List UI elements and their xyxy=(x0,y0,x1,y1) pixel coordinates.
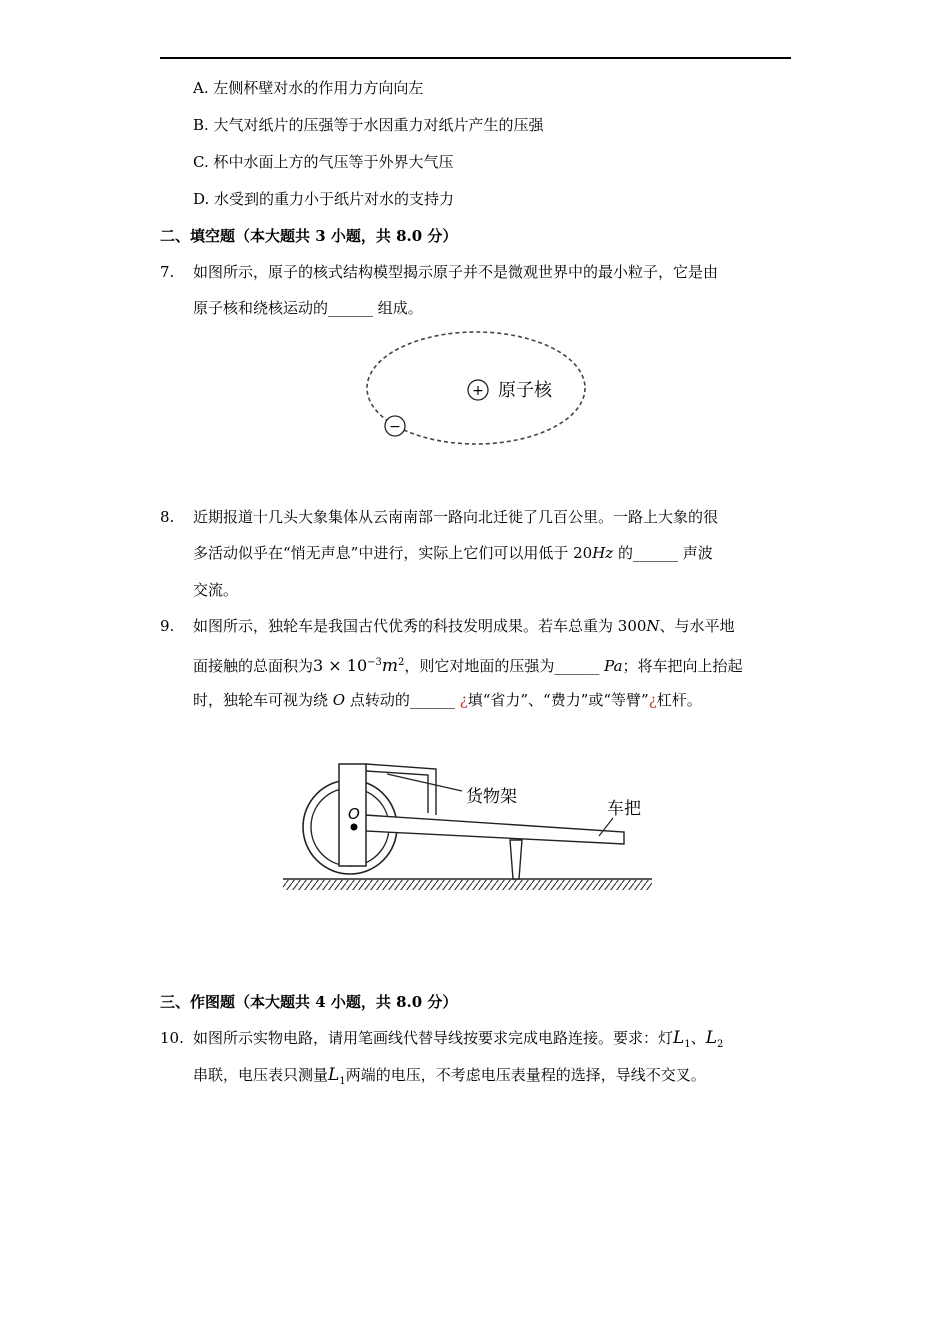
option-a: A. 左侧杯壁对水的作用力方向向左 xyxy=(193,79,424,97)
question-number: 9. xyxy=(160,617,175,635)
q10-text-line1: 如图所示实物电路，请用笔画线代替导线按要求完成电路连接。要求：灯$L_1$、$L_2$ xyxy=(193,1028,724,1050)
q9-text-line2: 面接触的总面积为$3 \times 10^{-3}m^2$，则它对地面的压强为______ Pa；将车把向上抬起 xyxy=(193,656,743,676)
support-leg xyxy=(510,840,522,879)
area-unit: m xyxy=(381,656,399,676)
pivot-label: O xyxy=(348,805,360,823)
section-title-drawing: 三、作图题（本大题共 4 小题，共 8.0 分） xyxy=(160,993,458,1011)
section-title-fill-blank: 二、填空题（本大题共 3 小题，共 8.0 分） xyxy=(160,227,458,245)
q7-text-line1: 如图所示，原子的核式结构模型揭示原子并不是微观世界中的最小粒子，它是由 xyxy=(193,263,719,281)
q10-text-line2: 串联，电压表只测量$L_1$两端的电压，不考虑电压表量程的选择，导线不交叉。 xyxy=(193,1065,706,1087)
unit-n: N xyxy=(646,617,660,635)
nucleus-plus-sign: + xyxy=(472,383,484,399)
q9-text-line1: 如图所示，独轮车是我国古代优秀的科技发明成果。若车总重为 300N、与水平地 xyxy=(193,617,735,635)
pivot-point xyxy=(351,824,358,831)
q8-text-line3: 交流。 xyxy=(193,581,239,599)
unit-pa: Pa xyxy=(604,657,623,675)
lamp-l1: L xyxy=(673,1028,685,1048)
ground-hatching xyxy=(283,880,652,890)
wheelbarrow-figure xyxy=(280,755,660,895)
option-d: D. 水受到的重力小于纸片对水的支持力 xyxy=(193,190,455,208)
atom-model-figure xyxy=(355,330,595,455)
electron-minus-sign: − xyxy=(389,419,401,435)
handle-label: 车把 xyxy=(607,799,641,819)
header-rule xyxy=(160,57,791,59)
q8-text-line1: 近期报道十几头大象集体从云南南部一路向北迁徙了几百公里。一路上大象的很 xyxy=(193,508,719,526)
question-number: 7. xyxy=(160,263,175,281)
nucleus-label: 原子核 xyxy=(498,380,552,401)
option-b: B. 大气对纸片的压强等于水因重力对纸片产生的压强 xyxy=(193,116,544,134)
lamp-l2: L xyxy=(705,1028,717,1048)
q9-text-line3: 时，独轮车可视为绕 O 点转动的______ ¿填“省力”、“费力”或“等臂”¿杠杆。 xyxy=(193,691,702,709)
handle-shaft xyxy=(365,815,624,844)
q8-text-line2: 多活动似乎在“悄无声息”中进行，实际上它们可以用低于 20Hz 的______ 声波 xyxy=(193,544,713,562)
area-coefficient: 3 × 10 xyxy=(313,656,368,675)
option-c: C. 杯中水面上方的气压等于外界大气压 xyxy=(193,153,454,171)
rack-label: 货物架 xyxy=(466,787,517,807)
unit-hz: Hz xyxy=(592,544,614,562)
point-o: O xyxy=(332,691,346,709)
q7-text-line2: 原子核和绕核运动的______ 组成。 xyxy=(193,299,423,317)
question-number: 10. xyxy=(160,1029,184,1047)
question-number: 8. xyxy=(160,508,175,526)
